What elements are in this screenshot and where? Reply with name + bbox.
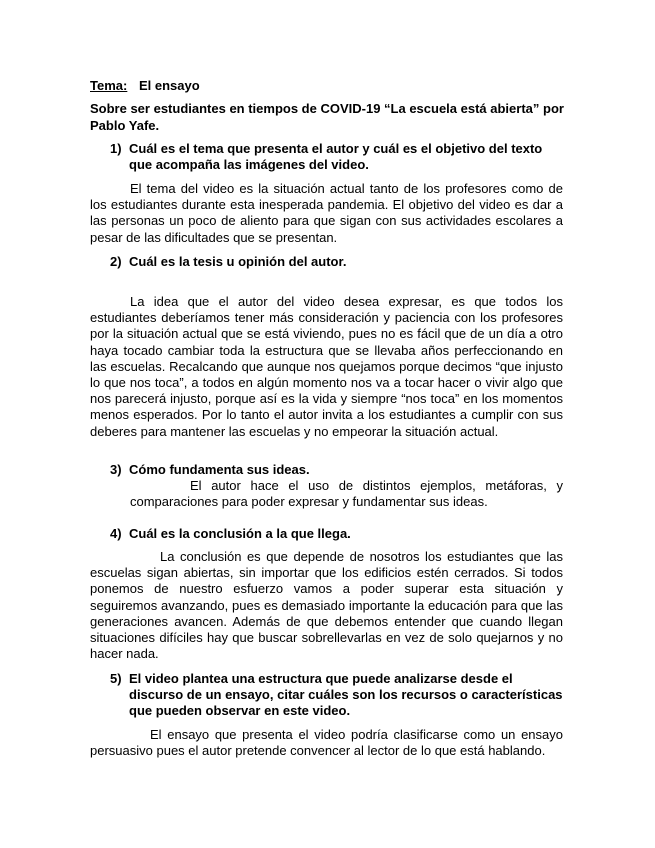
- question-text: Cuál es el tema que presenta el autor y cuál es el objetivo del texto que acompaña las imágenes del video.: [129, 141, 543, 172]
- question-5: [110, 671, 565, 719]
- question-2: [110, 254, 565, 270]
- question-number: 5): [110, 671, 122, 686]
- question-number: 3): [110, 462, 122, 477]
- question-number: 2): [110, 254, 122, 269]
- answer-5: El ensayo que presenta el video podría clasificarse como un ensayo persuasivo pues el autor pretende convencer al lector de lo que está hablando.: [90, 727, 563, 759]
- question-text: Cuál es la tesis u opinión del autor.: [129, 254, 347, 269]
- topic-heading: [90, 78, 200, 94]
- answer-2: La idea que el autor del video desea expresar, es que todos los estudiantes deberíamos tener más consideración y paciencia con los profesores por la situación actual que se está viviendo, pues no es fácil que de un día a otro haya tocado cambiar toda la estructura que se llevaba años perfeccionando en las escuelas. Recalcando que aunque nos quejamos porque decimos “que injusto lo que nos toca”, a todos en algún momento nos va a tocar hacer o vivir algo que nos parecerá injusto, porque así es la vida y siempre “nos toca” en los momentos menos esperados. Por lo tanto el autor invita a los estudiantes a cumplir con sus deberes para mantener las escuelas y no empeorar la situación actual.: [90, 294, 563, 439]
- answer-1: El tema del video es la situación actual tanto de los profesores como de los estudiantes durante esta inesperada pandemia. El objetivo del video es dar a las personas un poco de aliento para que sigan con sus actividades escolares a pesar de las dificultades que se presentan.: [90, 181, 563, 245]
- question-4: [110, 526, 565, 542]
- topic-label: Tema:: [90, 78, 128, 93]
- document-subtitle: Sobre ser estudiantes en tiempos de COVID-19 “La escuela está abierta” por Pablo Yafe.: [90, 101, 564, 133]
- question-text: Cómo fundamenta sus ideas.: [129, 462, 310, 477]
- question-number: 1): [110, 141, 122, 156]
- question-1: [110, 141, 565, 173]
- answer-4: La conclusión es que depende de nosotros los estudiantes que las escuelas sigan abiertas, sin importar que los edificios estén cerrados. Si todos ponemos de nuestro esfuerzo vamos a poder superar esta situación y seguiremos avanzando, pues es demasiado importante la educación para que las generaciones avancen. Además de que debemos entender que cuando llegan situaciones difíciles hay que buscar sobrellevarlas en vez de solo quejarnos y no hacer nada.: [90, 549, 563, 662]
- question-3: [110, 462, 565, 478]
- topic-value: El ensayo: [138, 78, 200, 93]
- question-text: Cuál es la conclusión a la que llega.: [129, 526, 351, 541]
- question-text: El video plantea una estructura que puede analizarse desde el discurso de un ensayo, citar cuáles son los recursos o características que pueden observar en este video.: [129, 671, 563, 718]
- question-number: 4): [110, 526, 122, 541]
- answer-3: El autor hace el uso de distintos ejemplos, metáforas, y comparaciones para poder expresar y fundamentar sus ideas.: [130, 478, 563, 510]
